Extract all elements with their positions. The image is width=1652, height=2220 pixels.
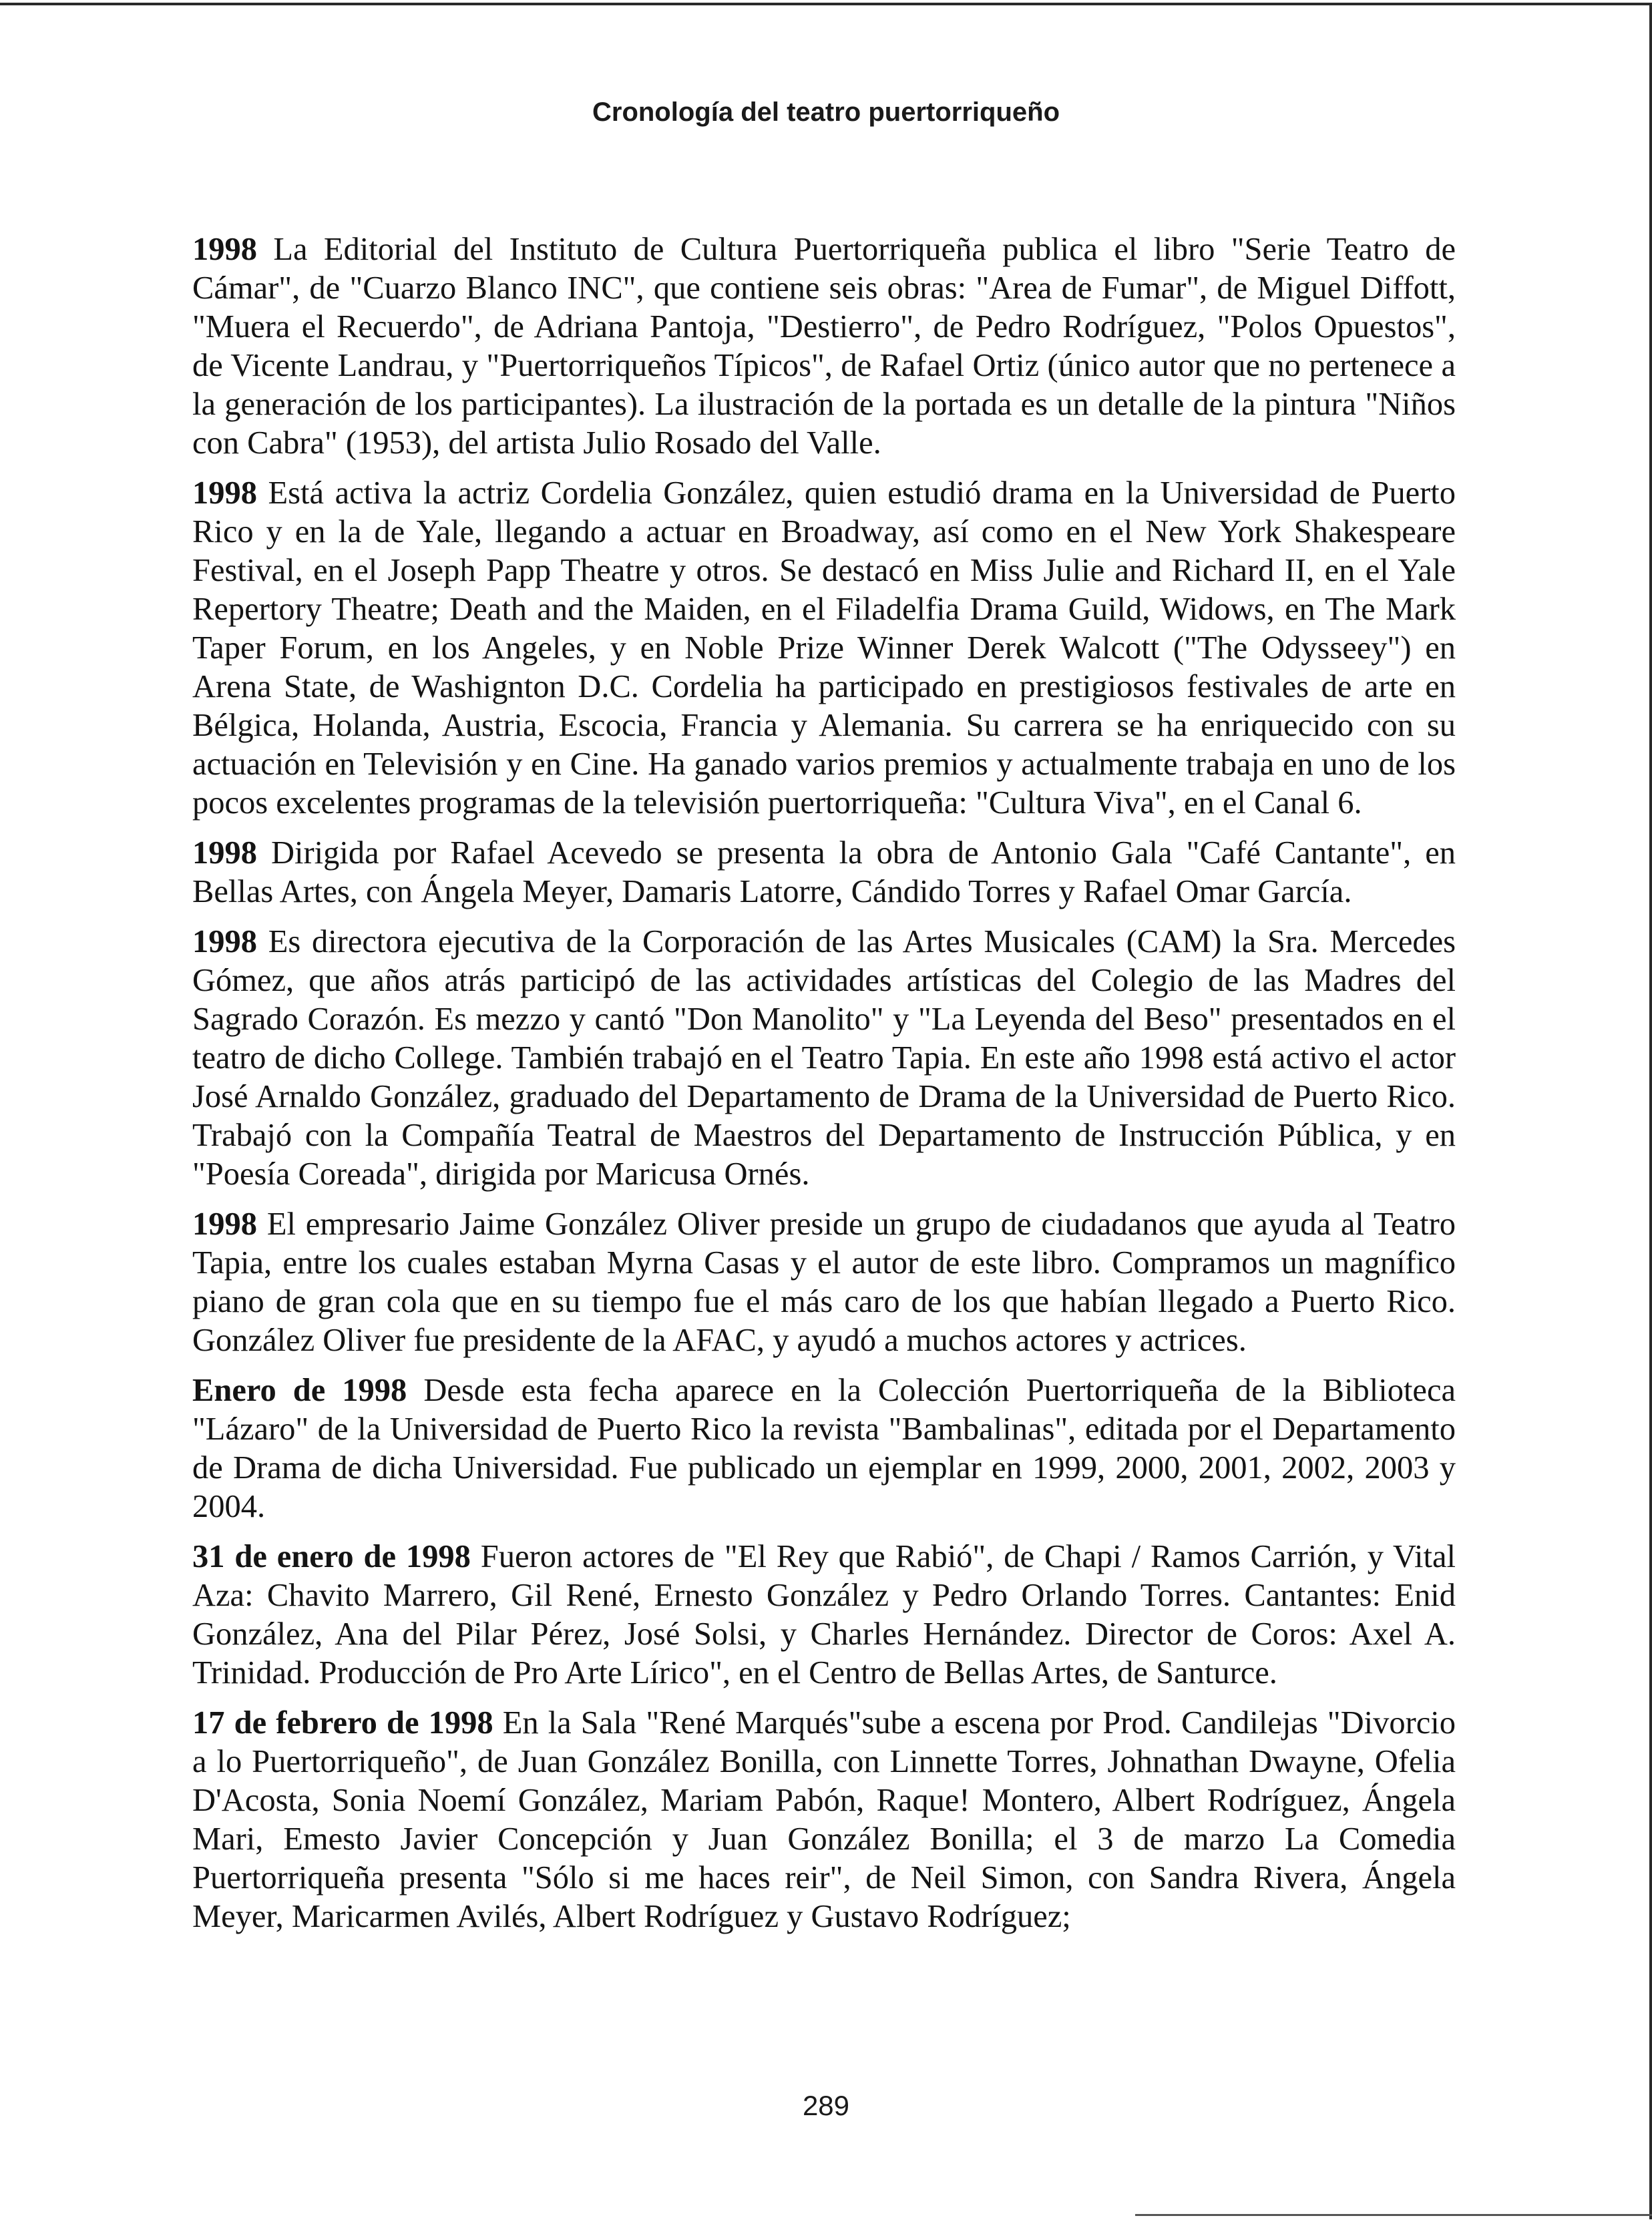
chronology-entry	[192, 474, 1456, 823]
chronology-entry	[192, 834, 1456, 911]
chronology-entry	[192, 230, 1456, 463]
page-number: 289	[802, 2090, 850, 2121]
page-border-top	[0, 3, 1652, 5]
page-border-right	[1649, 3, 1652, 2219]
chronology-body	[192, 230, 1456, 1948]
entry-date: 1998	[192, 924, 257, 959]
entry-date: 1998	[192, 835, 257, 871]
entry-text: Dirigida por Rafael Acevedo se presenta la obra de Antonio Gala "Café Cantante", en Bellas Artes, con Ángela Meyer, Damaris Latorre, Cándido Torres y Rafael Omar García.	[192, 835, 1456, 909]
entry-text: La Editorial del Instituto de Cultura Puertorriqueña publica el libro "Serie Teatro de Cámar", de "Cuarzo Blanco INC", que contiene seis obras: "Area de Fumar", de Miguel Diffott, "Muera el Recuerdo", de Adriana Pantoja, "Destierro", de Pedro Rodríguez, "Polos Opuestos", de Vicente Landrau, y "Puertorriqueños Típicos", de Rafael Ortiz (único autor que no pertenece a la generación de los participantes). La ilustración de la portada es un detalle de la pintura "Niños con Cabra" (1953), del artista Julio Rosado del Valle.	[192, 232, 1456, 461]
entry-date: Enero de 1998	[192, 1373, 407, 1408]
entry-date: 1998	[192, 1206, 257, 1242]
entry-date: 17 de febrero de 1998	[192, 1705, 493, 1741]
entry-text: En la Sala "René Marqués"sube a escena por Prod. Candilejas "Divorcio a lo Puertorriqueño", de Juan González Bonilla, con Linnette Torres, Johnathan Dwayne, Ofelia D'Acosta, Sonia Noemí González, Mariam Pabón, Raque! Montero, Albert Rodríguez, Ángela Mari, Emesto Javier Concepción y Juan González Bonilla; el 3 de marzo La Comedia Puertorriqueña presenta "Sólo si me haces reir", de Neil Simon, con Sandra Rivera, Ángela Meyer, Maricarmen Avilés, Albert Rodríguez y Gustavo Rodríguez;	[192, 1705, 1456, 1934]
chronology-entry	[192, 1205, 1456, 1360]
chronology-entry	[192, 1371, 1456, 1526]
entry-text: Está activa la actriz Cordelia González, quien estudió drama en la Universidad de Puerto Rico y en la de Yale, llegando a actuar en Broadway, así como en el New York Shakespeare Festival, en el Joseph Papp Theatre y otros. Se destacó en Miss Julie and Richard II, en el Yale Repertory Theatre; Death and the Maiden, en el Filadelfia Drama Guild, Widows, en The Mark Taper Forum, en los Angeles, y en Noble Prize Winner Derek Walcott ("The Odysseey") en Arena State, de Washignton D.C. Cordelia ha participado en prestigiosos festivales de arte en Bélgica, Holanda, Austria, Escocia, Francia y Alemania. Su carrera se ha enriquecido con su actuación en Televisión y en Cine. Ha ganado varios premios y actualmente trabaja en uno de los pocos excelentes programas de la televisión puertorriqueña: "Cultura Viva", en el Canal 6.	[192, 475, 1456, 821]
chronology-entry	[192, 1538, 1456, 1693]
entry-text: Es directora ejecutiva de la Corporación de las Artes Musicales (CAM) la Sra. Mercedes Gómez, que años atrás participó de las actividades artísticas del Colegio de las Madres del Sagrado Corazón. Es mezzo y cantó "Don Manolito" y "La Leyenda del Beso" presentados en el teatro de dicho College. También trabajó en el Teatro Tapia. En este año 1998 está activo el actor José Arnaldo González, graduado del Departamento de Drama de la Universidad de Puerto Rico. Trabajó con la Compañía Teatral de Maestros del Departamento de Instrucción Pública, y en "Poesía Coreada", dirigida por Maricusa Ornés.	[192, 924, 1456, 1192]
entry-text: El empresario Jaime González Oliver preside un grupo de ciudadanos que ayuda al Teatro Tapia, entre los cuales estaban Myrna Casas y el autor de este libro. Compramos un magnífico piano de gran cola que en su tiempo fue el más caro de los que habían llegado a Puerto Rico. González Oliver fue presidente de la AFAC, y ayudó a muchos actores y actrices.	[192, 1206, 1456, 1358]
entry-date: 1998	[192, 475, 257, 511]
running-header: Cronología del teatro puertorriqueño	[592, 97, 1060, 127]
chronology-entry	[192, 923, 1456, 1194]
entry-date: 31 de enero de 1998	[192, 1539, 471, 1574]
entry-date: 1998	[192, 232, 257, 267]
entry-text: Fueron actores de "El Rey que Rabió", de Chapi / Ramos Carrión, y Vital Aza: Chavito Marrero, Gil René, Ernesto González y Pedro Orlando Torres. Cantantes: Enid González, Ana del Pilar Pérez, José Solsi, y Charles Hernández. Director de Coros: Axel A. Trinidad. Producción de Pro Arte Lírico", en el Centro de Bellas Artes, de Santurce.	[192, 1539, 1456, 1691]
chronology-entry	[192, 1704, 1456, 1936]
entry-text: Desde esta fecha aparece en la Colección Puertorriqueña de la Biblioteca "Lázaro" de la Universidad de Puerto Rico la revista "Bambalinas", editada por el Departamento de Drama de dicha Universidad. Fue publicado un ejemplar en 1999, 2000, 2001, 2002, 2003 y 2004.	[192, 1373, 1456, 1524]
page-border-bottom	[1135, 2214, 1652, 2216]
